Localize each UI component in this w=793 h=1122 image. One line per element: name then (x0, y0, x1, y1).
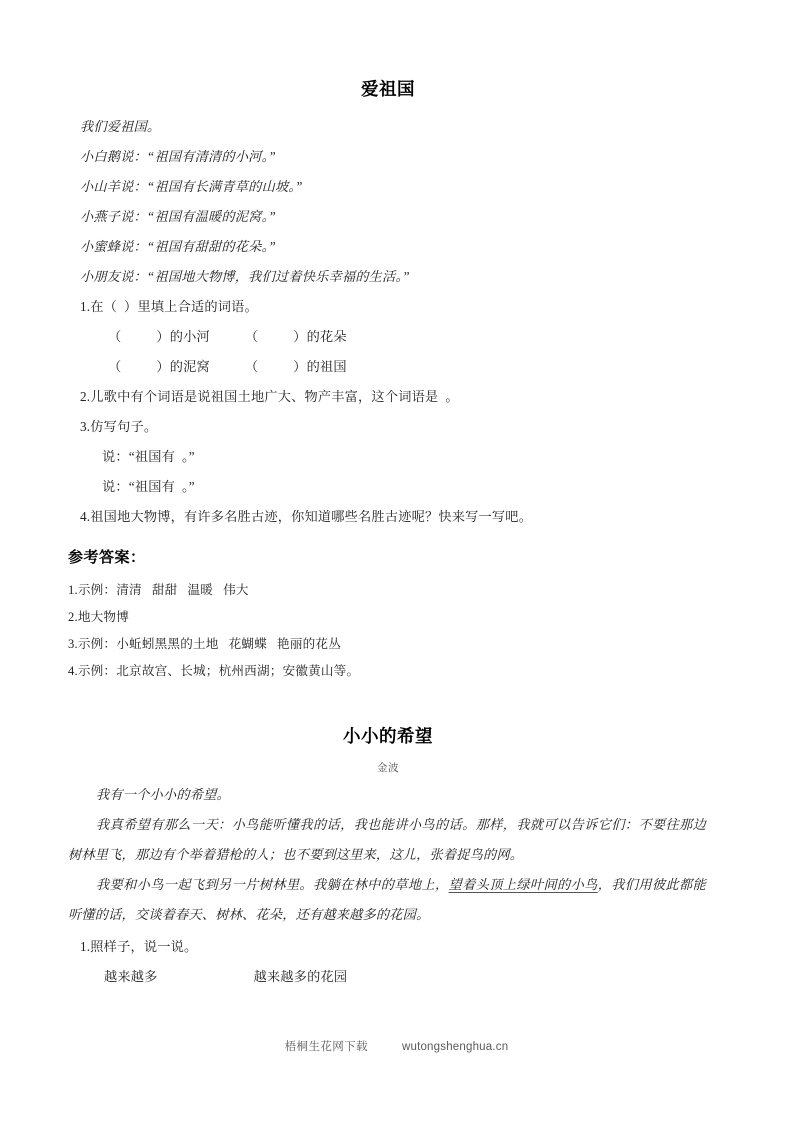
article-1-line-3: 小山羊说：“祖国有长满青草的山坡。” (80, 179, 303, 194)
footer-site-url: wutongshenghua.cn (401, 1041, 509, 1053)
question-2: 2.儿歌中有个词语是说祖国土地广大、物产丰富，这个词语是 。 (80, 389, 459, 404)
article-2-question-1: 1.照样子，说一说。 (80, 939, 198, 954)
answer-item-1: 1.示例：清清 甜甜 温暖 伟大 (68, 583, 249, 597)
answer-item-4: 4.示例：北京故宫、长城；杭州西湖；安徽黄山等。 (68, 664, 360, 678)
article-2-question-1-examples (68, 962, 708, 992)
question-1-blank-row-2[interactable]: （ ）的泥窝 （ ）的祖国 (108, 359, 347, 374)
question-3: 3.仿写句子。 (80, 419, 158, 434)
answer-item-3: 3.示例：小蚯蚓黑黑的土地 花蝴蝶 艳丽的花丛 (68, 637, 342, 651)
answer-item-2: 2.地大物博 (68, 610, 130, 624)
article-2-paragraph-1: 我有一个小小的希望。 (96, 787, 230, 802)
article-1-line-2: 小白鹅说：“祖国有清清的小河。” (80, 149, 276, 164)
footer-brand: 梧桐生花网下载 (284, 1041, 368, 1053)
article-2-paragraph-3 (68, 870, 706, 930)
question-3-line-1[interactable]: 说：“祖国有 。” (102, 449, 195, 464)
article-2-title: 小小的希望 (343, 726, 433, 746)
article-1-line-5: 小蜜蜂说：“祖国有甜甜的花朵。” (80, 239, 276, 254)
article-1-title: 爱祖国 (361, 79, 415, 99)
article-2-paragraph-2: 我真希望有那么一天：小鸟能听懂我的话，我也能讲小鸟的话。那样，我就可以告诉它们：不要往那边树林里飞，那边有个举着猎枪的人；也不要到这里来，这儿，张着捉鸟的网。 (68, 817, 706, 862)
question-4: 4.祖国地大物博，有许多名胜古迹，你知道哪些名胜古迹呢？快来写一写吧。 (80, 509, 533, 524)
article-1-line-1: 我们爱祖国。 (80, 119, 161, 134)
paragraph-3-text-before: 我要和小鸟一起飞到另一片树林里。我躺在林中的草地上， (96, 877, 449, 892)
example-word-b: 越来越多的花园 (253, 969, 348, 984)
article-2-author: 金波 (377, 762, 399, 774)
page-footer (0, 1038, 793, 1054)
article-1-line-6: 小朋友说：“祖国地大物博，我们过着快乐幸福的生活。” (80, 269, 410, 284)
paragraph-3-underlined-phrase: 望着头顶上绿叶间的小鸟 (448, 877, 598, 892)
question-1: 1.在（ ）里填上合适的词语。 (80, 299, 258, 314)
answer-key-heading: 参考答案： (68, 549, 146, 566)
question-3-line-2[interactable]: 说：“祖国有 。” (102, 479, 195, 494)
paragraph-3-text-after: ，我们用彼此都能听懂的话，交谈着春天、树林、花朵，还有越来越多的花园。 (68, 877, 707, 922)
question-1-blank-row-1[interactable]: （ ）的小河 （ ）的花朵 (108, 329, 347, 344)
article-1-line-4: 小燕子说：“祖国有温暖的泥窝。” (80, 209, 276, 224)
example-word-a: 越来越多 (104, 969, 158, 984)
